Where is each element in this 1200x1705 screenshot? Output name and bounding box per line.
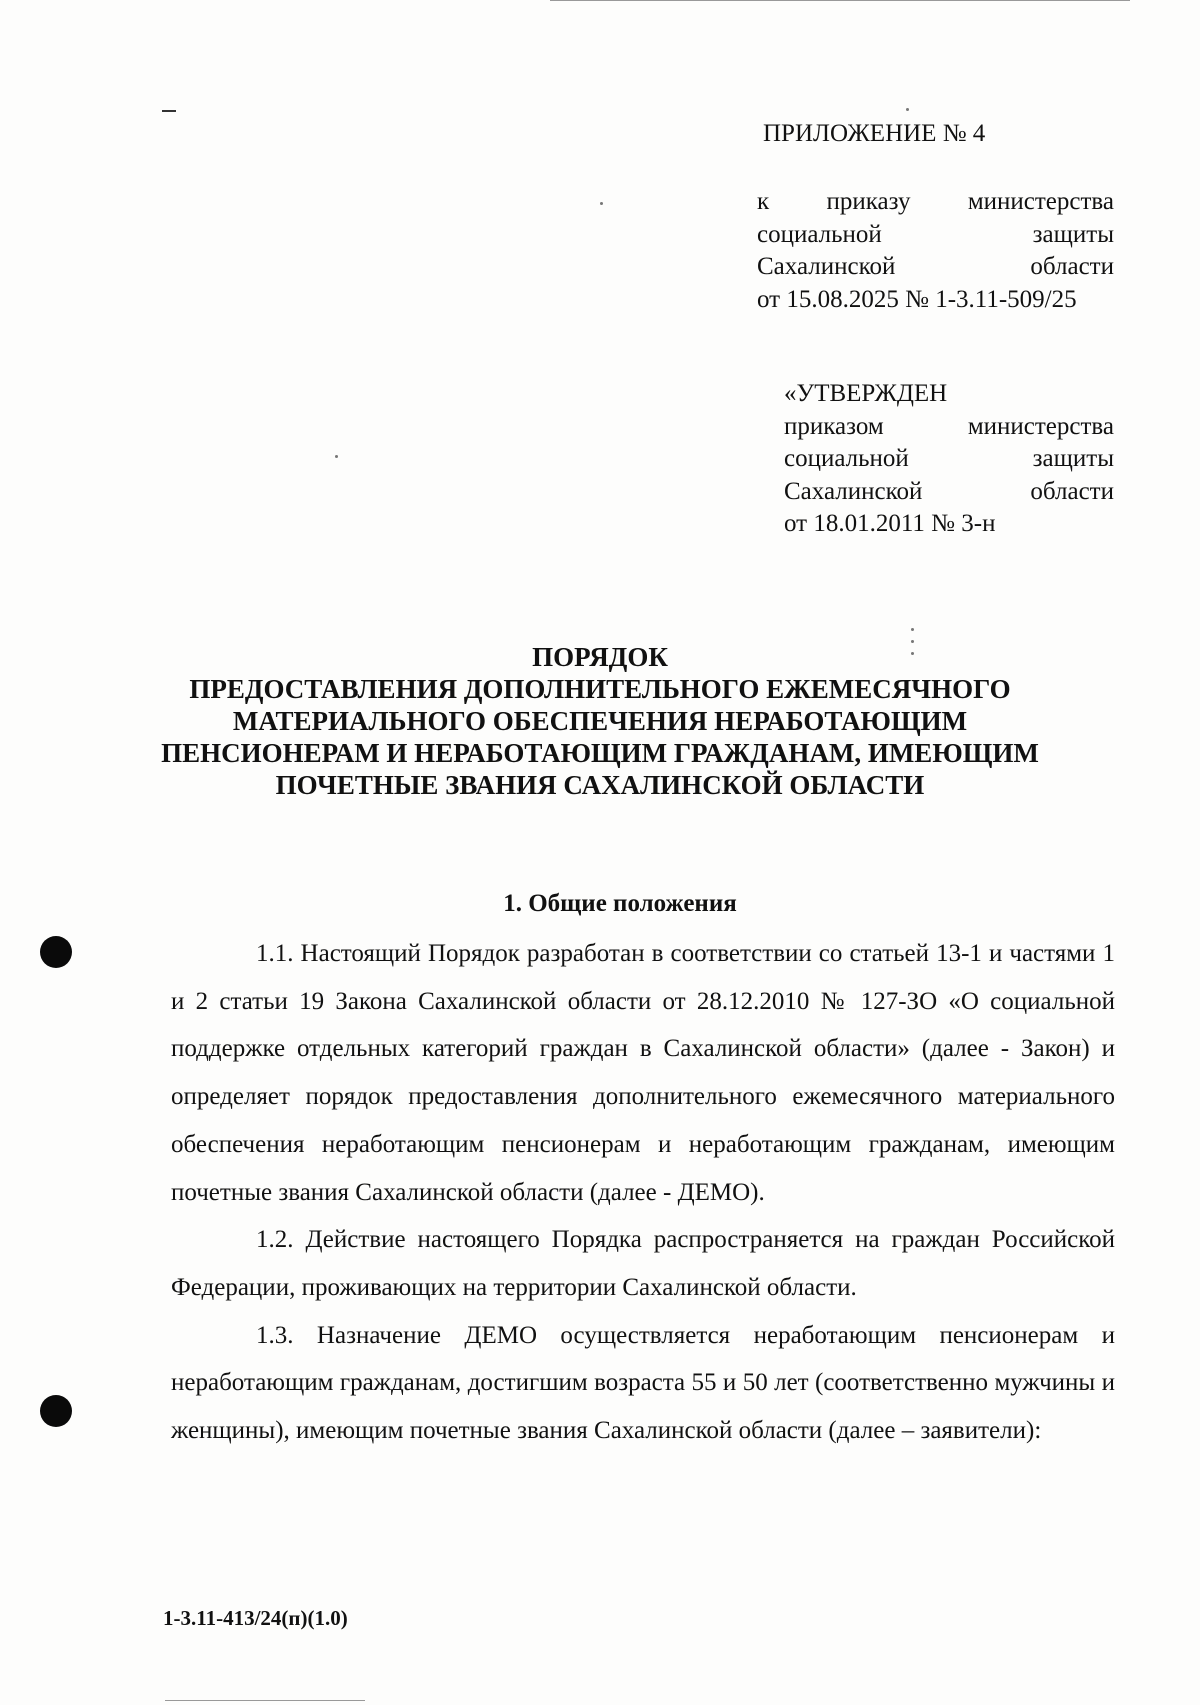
- document-title: [150, 641, 1050, 801]
- punch-hole-top: [40, 936, 72, 968]
- appendix-social: социальной: [757, 220, 882, 248]
- punch-hole-bottom: [40, 1395, 72, 1427]
- approved-ministry: министерства: [967, 412, 1114, 440]
- appendix-order-number: от 15.08.2025 № 1-3.11-509/25: [757, 285, 1077, 313]
- approved-line-2: [784, 443, 1114, 476]
- title-line-1: ПОРЯДОК: [532, 642, 668, 672]
- appendix-block: [757, 186, 1114, 316]
- document-code: 1-3.11-413/24(п)(1.0): [163, 1606, 348, 1630]
- section-heading: 1. Общие положения: [503, 890, 737, 917]
- approved-prikazom: приказом: [784, 412, 884, 440]
- appendix-line-2: [757, 219, 1114, 252]
- scan-speck: [906, 108, 909, 111]
- appendix-line-1: [757, 186, 1114, 219]
- section-body: [171, 930, 1115, 1455]
- appendix-protection: защиты: [1032, 220, 1114, 248]
- title-line-2: ПРЕДОСТАВЛЕНИЯ ДОПОЛНИТЕЛЬНОГО ЕЖЕМЕСЯЧНОГО: [189, 674, 1011, 704]
- scan-speck: [911, 628, 914, 631]
- approved-block: [784, 378, 1114, 541]
- title-line-4: ПЕНСИОНЕРАМ И НЕРАБОТАЮЩИМ ГРАЖДАНАМ, ИМЕЮЩИМ: [161, 738, 1039, 768]
- appendix-prikazu: приказу: [826, 188, 911, 215]
- appendix-ministry: министерства: [967, 188, 1114, 215]
- paragraph-1-3: 1.3. Назначение ДЕМО осуществляется неработающим пенсионерам и неработающим гражданам, достигшим возраста 55 и 50 лет (соответственно мужчины и женщины), имеющим почетные звания Сахалинской области (далее – заявители):: [171, 1321, 1115, 1445]
- appendix-region: области: [1030, 253, 1114, 280]
- approved-line-1: [784, 411, 1114, 444]
- scan-speck: [600, 202, 603, 205]
- scan-dash-mark: [162, 110, 176, 112]
- paragraph-1-1: 1.1. Настоящий Порядок разработан в соответствии со статьей 13-1 и частями 1 и 2 статьи 19 Закона Сахалинской области от 28.12.2010 № 127-ЗО «О социальной поддержке отдельных категорий граждан в Сахалинской области» (далее - Закон) и определяет порядок предоставления дополнительного ежемесячного материального обеспечения неработающим пенсионерам и неработающим гражданам, имеющим почетные звания Сахалинской области (далее - ДЕМО).: [171, 940, 1115, 1206]
- scan-edge-line: [550, 0, 1130, 1]
- appendix-sakhalin: Сахалинской: [757, 253, 896, 280]
- title-line-3: МАТЕРИАЛЬНОГО ОБЕСПЕЧЕНИЯ НЕРАБОТАЮЩИМ: [232, 706, 968, 736]
- approved-region: области: [1030, 477, 1114, 505]
- appendix-title: ПРИЛОЖЕНИЕ № 4: [763, 120, 986, 147]
- approved-line-3: [784, 476, 1114, 509]
- approved-protection: защиты: [1032, 445, 1114, 472]
- appendix-line-3: [757, 251, 1114, 284]
- approved-order-number: от 18.01.2011 № 3-н: [784, 510, 996, 537]
- scan-speck: [335, 455, 338, 458]
- approved-sakhalin: Сахалинской: [784, 477, 923, 505]
- approved-title: «УТВЕРЖДЕН: [784, 380, 948, 407]
- approved-social: социальной: [784, 445, 909, 472]
- title-line-5: ПОЧЕТНЫЕ ЗВАНИЯ САХАЛИНСКОЙ ОБЛАСТИ: [275, 770, 925, 800]
- scan-edge-line: [165, 1700, 365, 1701]
- paragraph-1-2: 1.2. Действие настоящего Порядка распространяется на граждан Российской Федерации, проживающих на территории Сахалинской области.: [171, 1226, 1115, 1301]
- appendix-k: к: [757, 188, 770, 215]
